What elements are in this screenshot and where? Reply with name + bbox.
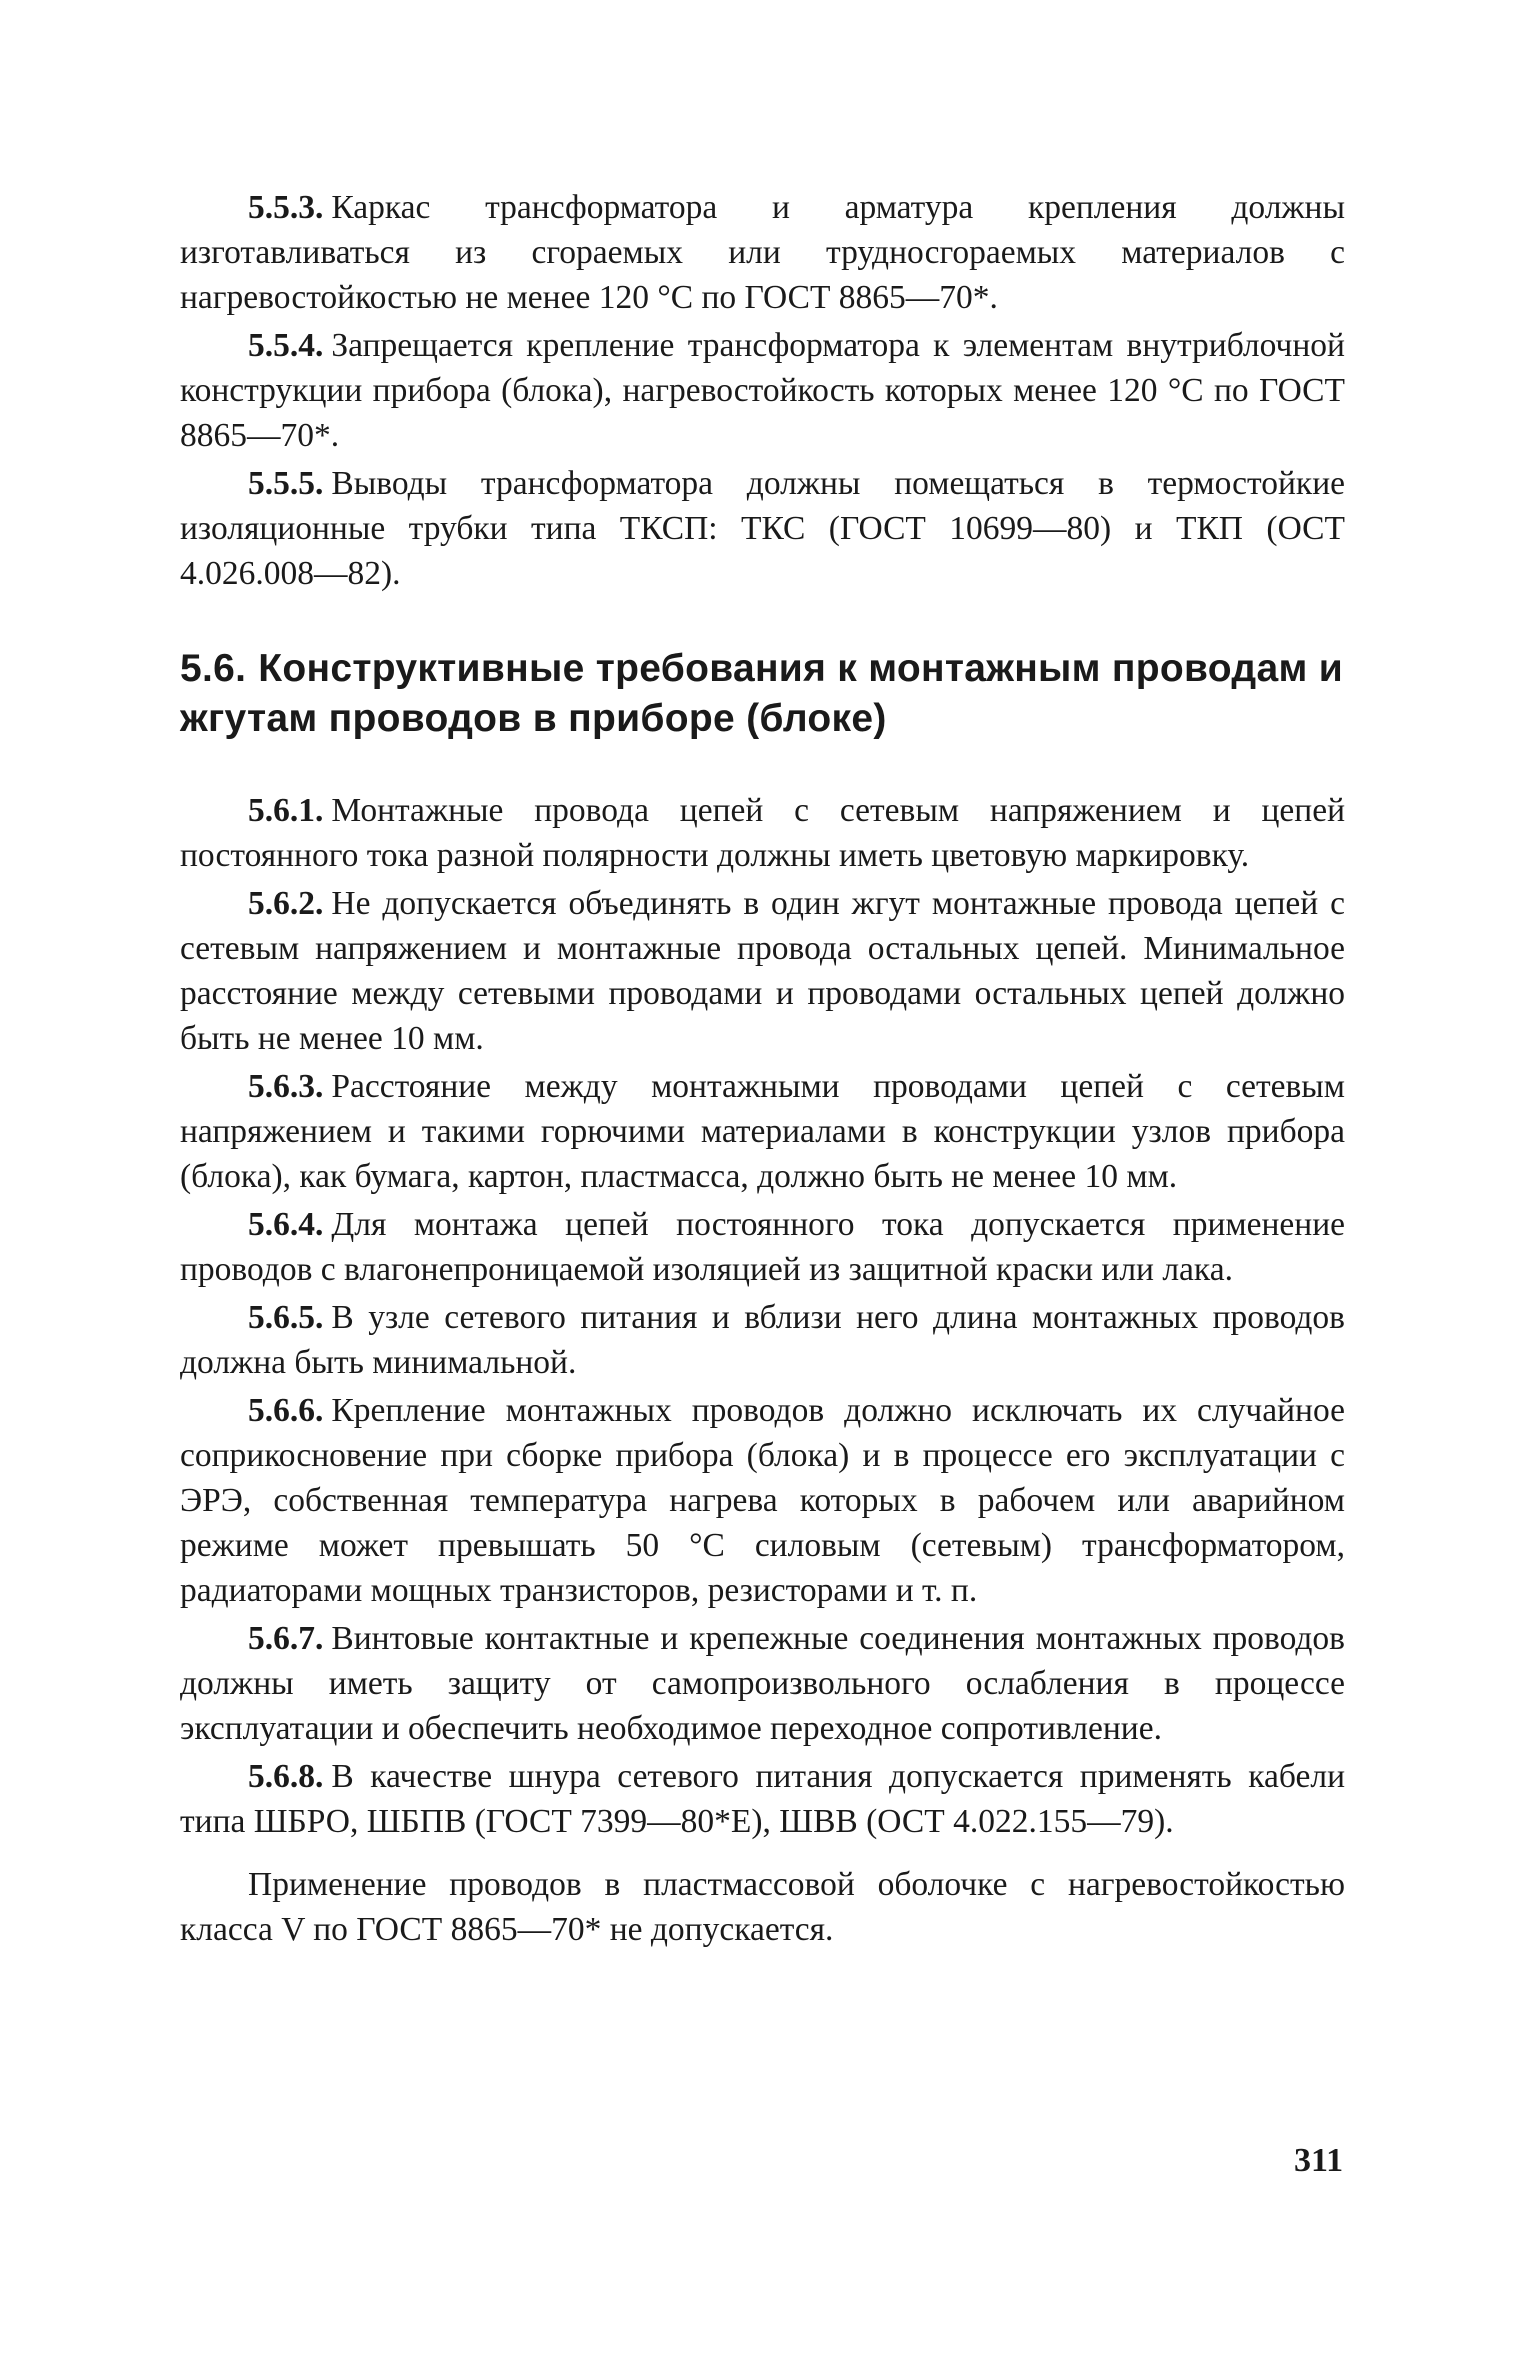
clause-text: Не допускается объединять в один жгут монтажные провода цепей с сетевым напряжением и монтажные провода остальных цепей. Минимальное расстояние между сетевыми проводами и проводами остальных цепей должно быть не менее 10 мм.	[180, 885, 1345, 1057]
clause-5-5-5	[180, 461, 1345, 596]
clause-5-6-7	[180, 1616, 1345, 1751]
clause-number: 5.6.2.	[248, 885, 324, 922]
section-heading-5-6	[180, 644, 1345, 744]
clause-number: 5.6.3.	[248, 1068, 324, 1105]
clause-number: 5.6.4.	[248, 1206, 324, 1243]
clause-number: 5.5.5.	[248, 465, 324, 502]
clause-5-6-6	[180, 1388, 1345, 1613]
clause-text: Расстояние между монтажными проводами цепей с сетевым напряжением и такими горючими материалами в конструкции узлов прибора (блока), как бумага, картон, пластмасса, должно быть не менее 10 мм.	[180, 1068, 1345, 1195]
page-body	[180, 185, 1345, 1952]
clause-5-5-3	[180, 185, 1345, 320]
clause-text: В узле сетевого питания и вблизи него длина монтажных проводов должна быть минимальной.	[180, 1299, 1345, 1381]
clause-number: 5.6.5.	[248, 1299, 324, 1336]
clause-5-6-4	[180, 1202, 1345, 1292]
clause-text: Запрещается крепление трансформатора к элементам внутриблочной конструкции прибора (блока), нагревостойкость которых менее 120 °С по ГОСТ 8865—70*.	[180, 327, 1345, 454]
clause-5-5-4	[180, 323, 1345, 458]
clause-text: Для монтажа цепей постоянного тока допускается применение проводов с влагонепроницаемой изоляцией из защитной краски или лака.	[180, 1206, 1345, 1288]
clause-text: Выводы трансформатора должны помещаться в термостойкие изоляционные трубки типа ТКСП: ТКС (ГОСТ 10699—80) и ТКП (ОСТ 4.026.008—82).	[180, 465, 1345, 592]
page-number: 311	[1294, 2142, 1344, 2179]
clause-number: 5.6.1.	[248, 792, 324, 829]
clause-text: Крепление монтажных проводов должно исключать их случайное соприкосновение при сборке прибора (блока) и в процессе его эксплуатации с ЭРЭ, собственная температура нагрева которых в рабочем или аварийном режиме может превышать 50 °С силовым (сетевым) трансформатором, радиаторами мощных транзисторов, резисторами и т. п.	[180, 1392, 1345, 1609]
clause-5-6-8	[180, 1754, 1345, 1844]
clause-number: 5.6.8.	[248, 1758, 324, 1795]
note-paragraph: Применение проводов в пластмассовой оболочке с нагревостойкостью класса V по ГОСТ 8865—70* не допускается.	[180, 1866, 1345, 1948]
clause-text: Винтовые контактные и крепежные соединения монтажных проводов должны иметь защиту от самопроизвольного ослабления в процессе эксплуатации и обеспечить необходимое переходное сопротивление.	[180, 1620, 1345, 1747]
clause-number: 5.5.4.	[248, 327, 324, 364]
section-heading-title: Конструктивные требования к монтажным проводам и жгутам проводов в приборе (блоке)	[180, 647, 1344, 740]
clause-5-6-1	[180, 788, 1345, 878]
clause-number: 5.6.7.	[248, 1620, 324, 1657]
clause-5-6-2	[180, 881, 1345, 1061]
clause-5-6-3	[180, 1064, 1345, 1199]
clause-text: Каркас трансформатора и арматура крепления должны изготавливаться из сгораемых или трудносгораемых материалов с нагревостойкостью не менее 120 °С по ГОСТ 8865—70*.	[180, 189, 1345, 316]
clause-number: 5.6.6.	[248, 1392, 324, 1429]
section-heading-number: 5.6.	[180, 647, 247, 690]
clause-text: В качестве шнура сетевого питания допускается применять кабели типа ШБРО, ШБПВ (ГОСТ 7399—80*Е), ШВВ (ОСТ 4.022.155—79).	[180, 1758, 1345, 1840]
clause-5-6-5	[180, 1295, 1345, 1385]
clause-number: 5.5.3.	[248, 189, 324, 226]
clause-text: Монтажные провода цепей с сетевым напряжением и цепей постоянного тока разной полярности должны иметь цветовую маркировку.	[180, 792, 1345, 874]
